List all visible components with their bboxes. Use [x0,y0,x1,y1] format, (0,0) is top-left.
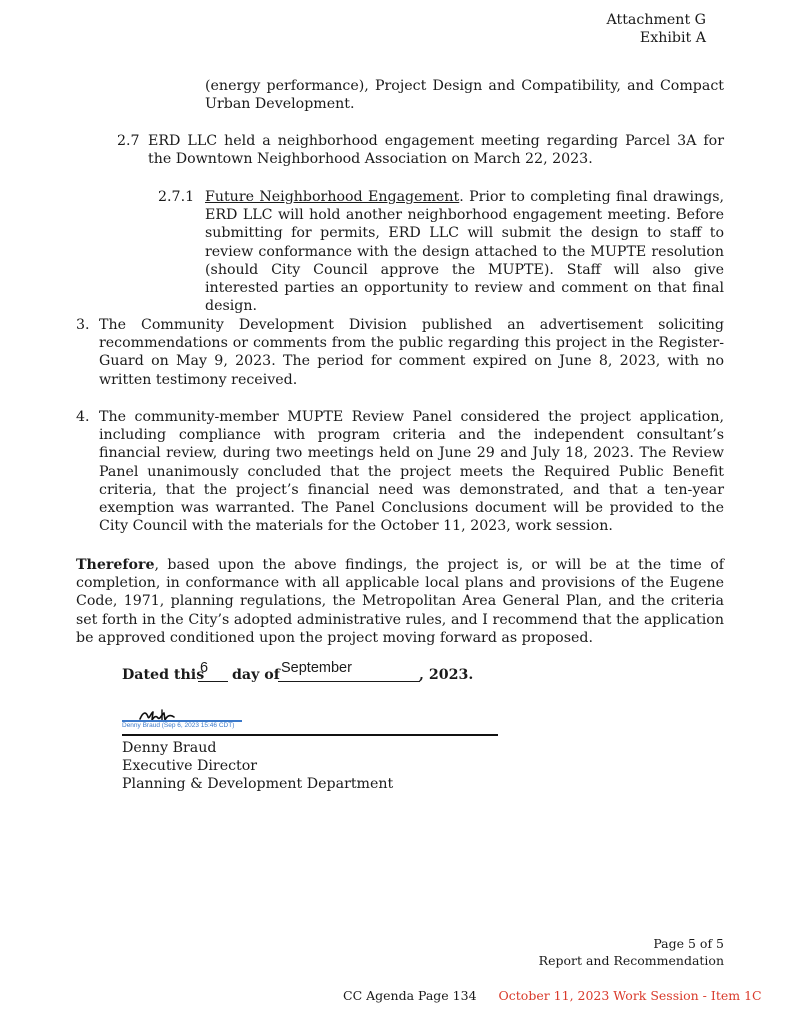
day-of-label: day of [232,667,280,683]
day-blank [198,681,228,682]
item-3-text: The Community Development Division published an advertisement soliciting recommendations or comments from the public regarding this project in the Register-Guard on May 9, 2023. The period for comment expired on June 8, 2023, with no written testimony received. [99,317,724,388]
day-value: 6 [200,660,209,676]
signatory-department: Planning & Development Department [122,776,394,793]
item-2-7-1-number: 2.7.1 [158,189,195,205]
attachment-label: Attachment G [606,12,706,28]
page-footer [539,935,724,969]
dated-prefix: Dated this [122,667,205,683]
page-number: Page 5 of 5 [653,936,724,951]
therefore-text: , based upon the above findings, the project is, or will be at the time of completion, in conformance with all applicable local plans and provisions of the Eugene Code, 1971, planning regulations, the Metropolitan Area General Plan, and the criteria set forth in the City’s adopted administrative rules, and I recommend that the application be approved conditioned upon the project moving forward as proposed. [76,557,724,646]
item-2-7-text: ERD LLC held a neighborhood engagement meeting regarding Parcel 3A for the Downtown Neighborhood Association on March 22, 2023. [148,133,724,168]
item-2-7-1-text: . Prior to completing final drawings, ERD LLC will hold another neighborhood engagement meeting. Before submitting for permits, ERD LLC will submit the design to staff to review conformance with the design attached to the MUPTE resolution (should City Council approve the MUPTE). Staff will also give interested parties an opportunity to review and comment on that final design. [205,189,724,315]
signatory-title: Executive Director [122,758,258,775]
continuation-paragraph: (energy performance), Project Design and Compatibility, and Compact Urban Development. [205,78,724,113]
therefore-paragraph [76,556,724,647]
future-engagement-heading: Future Neighborhood Engagement [205,189,460,205]
agenda-page: CC Agenda Page 134 [343,988,477,1003]
month-value: September [281,660,352,676]
item-2-7-1-paragraph [205,188,724,315]
item-3-number: 3. [76,317,90,333]
session-label: October 11, 2023 Work Session - Item 1C [498,988,762,1003]
item-4-text: The community-member MUPTE Review Panel considered the project application, including compliance with program criteria and the independent consultant’s financial review, during two meetings held on June 29 and July 18, 2023. The Review Panel unanimously concluded that the project meets the Required Public Benefit criteria, that the project’s financial need was demonstrated, and that a ten-year exemption was warranted. The Panel Conclusions document will be provided to the City Council with the materials for the October 11, 2023, work session. [99,409,724,535]
month-blank [278,681,420,682]
signatory-name: Denny Braud [122,740,217,756]
document-type: Report and Recommendation [538,953,724,968]
attachment-header [607,11,706,47]
item-4-number: 4. [76,409,90,425]
signatory-block [122,739,393,794]
item-2-7-number: 2.7 [117,133,140,149]
agenda-footer [343,987,762,1004]
signature-line [122,734,498,736]
therefore-lead: Therefore [76,557,155,573]
year-suffix: , 2023. [419,667,474,683]
signature-caption: Denny Braud (Sep 6, 2023 15:46 CDT) [122,722,235,729]
exhibit-label: Exhibit A [639,30,706,47]
